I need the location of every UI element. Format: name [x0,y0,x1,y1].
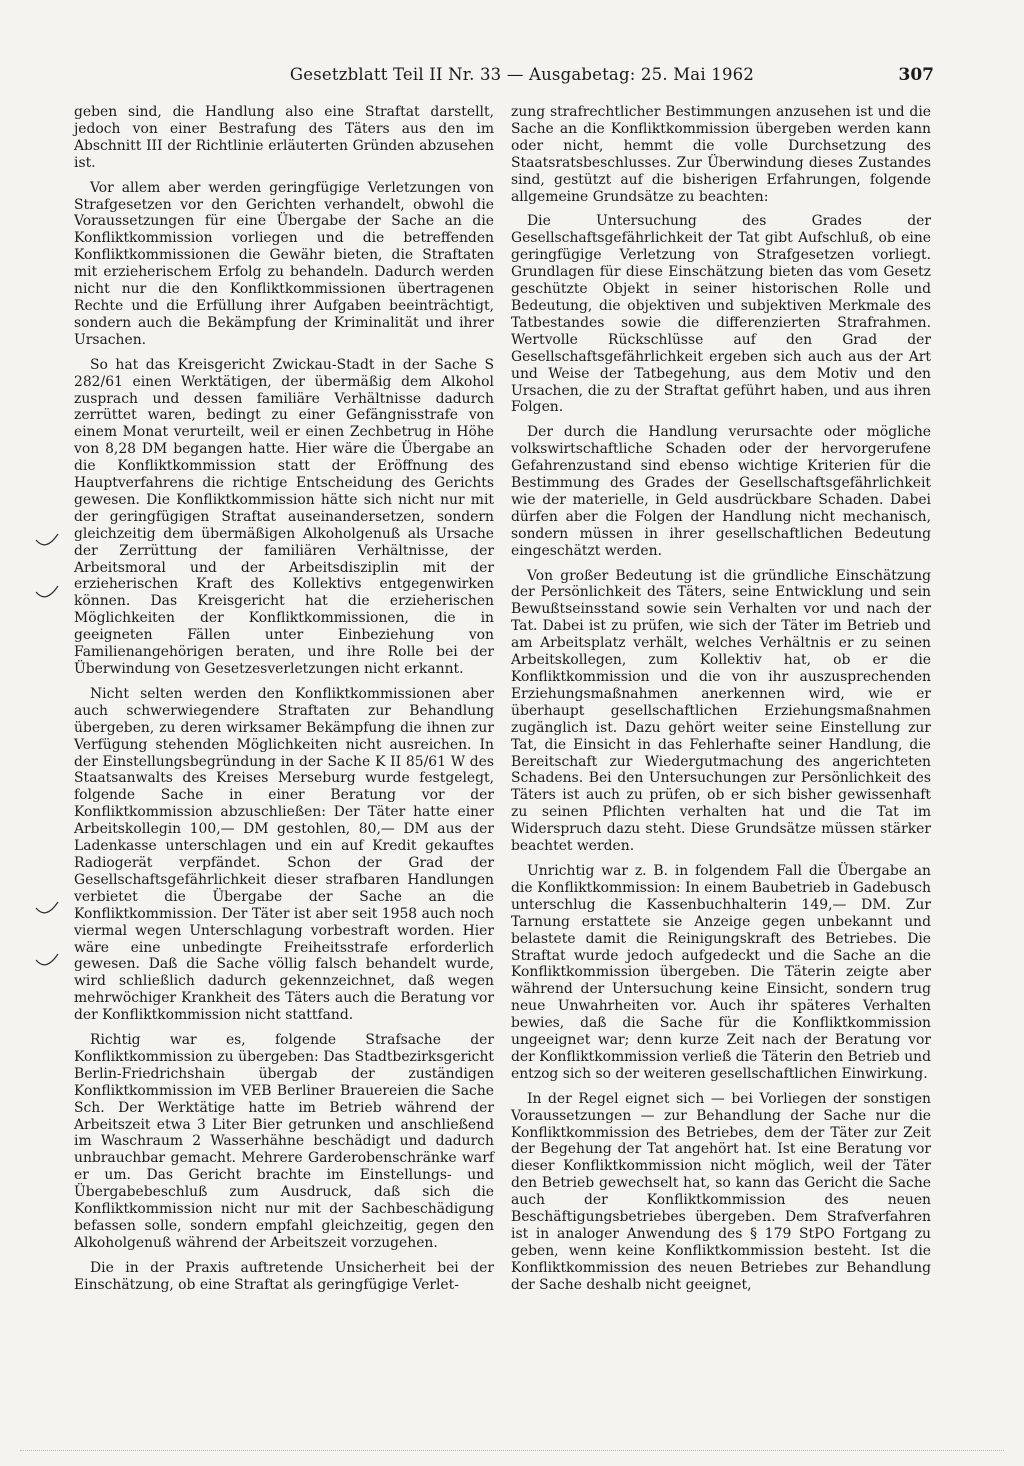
paragraph: Der durch die Handlung verursachte oder mögliche volkswirtschaftliche Schaden oder der hervorgerufene Gefahrenzustand sind ebenso wichtige Kriterien für die Bestimmung des Grades der Gesellschaftsgefährlichkeit wie der materielle, in Geld ausdrückbare Schaden. Dabei dürfen aber die Folgen der Handlung nicht mechanisch, sondern müssen in ihrer gesellschaftlichen Bedeutung eingeschätzt werden. [511,424,931,559]
margin-mark [36,586,58,597]
paragraph: In der Regel eignet sich — bei Vorliegen der sonstigen Voraussetzungen — zur Behandlung der Sache nur die Konfliktkommission des Betriebes, dem der Täter zur Zeit der Begehung der Tat angehört hat. Ist eine Beratung vor dieser Konfliktkommission nicht möglich, weil der Täter den Betrieb gewechselt hat, so kann das Gericht die Sache auch der Konfliktkommission des neuen Beschäftigungsbetriebes übergeben. Dem Strafverfahren ist in analoger Anwendung des § 179 StPO Fortgang zu geben, wenn keine Konfliktkommission besteht. Ist die Konfliktkommission des neuen Betriebes zur Behandlung der Sache deshalb nicht geeignet, [511,1090,931,1293]
running-title: Gesetzblatt Teil II Nr. 33 — Ausgabetag: 25. Mai 1962 [289,65,755,84]
paragraph: So hat das Kreisgericht Zwickau-Stadt in der Sache S 282/61 einen Werktätigen, der übermäßig dem Alkohol zusprach und dessen familiäre Verhältnisse dadurch zerrüttet waren, bedingt zu einer Gefängnisstrafe von einem Monat verurteilt, weil er einen Zechbetrug in Höhe von 8,28 DM begangen hatte. Hier wäre die Übergabe an die Konfliktkommission statt der Eröffnung des Hauptverfahrens die richtige Entscheidung des Gerichts gewesen. Die Konfliktkommission hätte sich nicht nur mit der geringfügigen Straftat auseinandersetzen, sondern gleichzeitig dem übermäßigen Alkoholgenuß als Ursache der Zerrüttung der familiären Verhältnisse, der Arbeitsmoral und der Arbeitsdisziplin mit der erzieherischen Kraft des Kollektivs entgegenwirken können. Das Kreisgericht hat die erzieherischen Möglichkeiten der Konfliktkommissionen, die in geeigneten Fällen unter Einbeziehung von Familienangehörigen beraten, und ihre Rolle bei der Überwindung von Gesetzesverletzungen nicht erkannt. [74,356,494,677]
paragraph: Vor allem aber werden geringfügige Verletzungen von Strafgesetzen vor den Gerichten verhandelt, obwohl die Voraussetzungen für eine Übergabe der Sache an die Konfliktkommission vorliegen und die betreffenden Konfliktkommissionen die Gewähr bieten, die Straftaten mit erzieherischem Erfolg zu behandeln. Dadurch werden nicht nur die den Konfliktkommissionen übertragenen Rechte und die Erfüllung ihrer Aufgaben beeinträchtigt, sondern auch die Bekämpfung der Kriminalität und ihrer Ursachen. [74,179,494,348]
bottom-edge [20,1450,1004,1453]
page-number: 307 [898,65,934,85]
paragraph: Die Untersuchung des Grades der Gesellschaftsgefährlichkeit der Tat gibt Aufschluß, ob eine geringfügige Verletzung von Strafgesetzen vorliegt. Grundlagen für diese Einschätzung bieten das vom Gesetz geschützte Objekt in seiner historischen Rolle und Bedeutung, die objektiven und subjektiven Merkmale des Tatbestandes sowie die differenzierten Strafrahmen. Wertvolle Rückschlüsse auf den Grad der Gesellschaftsgefährlichkeit ergeben sich auch aus der Art und Weise der Tatbegehung, aus dem Motiv und den Ursachen, die zu der Straftat geführt haben, und aus ihren Folgen. [511,213,931,416]
right-column [511,104,931,1302]
paragraph: geben sind, die Handlung also eine Straftat darstellt, jedoch von einer Bestrafung des Täters aus den im Abschnitt III der Richtlinie erläuterten Gründen abzusehen ist. [74,104,494,171]
paragraph: Unrichtig war z. B. in folgendem Fall die Übergabe an die Konfliktkommission: In einem Baubetrieb in Gadebusch unterschlug die Kassenbuchhalterin 149,— DM. Zur Tarnung erstattete sie Anzeige gegen unbekannt und belastete damit die Reinigungskraft des Betriebes. Die Straftat wurde jedoch aufgedeckt und die Sache an die Konfliktkommission übergeben. Die Täterin zeigte aber während der Untersuchung keine Einsicht, sondern trug neue Unwahrheiten vor. Auch ihr späteres Verhalten bewies, daß die Sache für die Konfliktkommission ungeeignet war; denn kurze Zeit nach der Beratung vor der Konfliktkommission verließ die Täterin den Betrieb und entzog sich so der weiteren gesellschaftlichen Einwirkung. [511,862,931,1082]
paragraph: Von großer Bedeutung ist die gründliche Einschätzung der Persönlichkeit des Täters, seine Entwicklung und sein Bewußtseinsstand sowie sein Verhalten vor und nach der Tat. Dabei ist zu prüfen, wie sich der Täter im Betrieb und am Arbeitsplatz verhält, welches Verhältnis er zu seinen Arbeitskollegen, zum Kollektiv hat, ob er die Konfliktkommission und die von ihr auszusprechenden Erziehungsmaßnahmen anerkennen wird, wie er überhaupt gesellschaftlichen Erziehungsmaßnahmen zugänglich ist. Dazu gehört weiter seine Einstellung zur Tat, die Einsicht in das Fehlerhafte seiner Handlung, die Bereitschaft zur Wiedergutmachung des angerichteten Schadens. Bei den Untersuchungen zur Persönlichkeit des Täters ist auch zu prüfen, ob er sich bisher gewissenhaft zu seinen Pflichten verhalten hat und die Tat im Widerspruch dazu steht. Diese Grundsätze müssen stärker beachtet werden. [511,567,931,855]
margin-marks [32,500,62,1000]
paragraph: zung strafrechtlicher Bestimmungen anzusehen ist und die Sache an die Konfliktkommission übergeben werden kann oder nicht, hemmt die volle Durchsetzung des Staatsratsbeschlusses. Zur Überwindung dieses Zustandes sind, gestützt auf die bisherigen Erfahrungen, folgende allgemeine Grundsätze zu beachten: [511,104,931,205]
margin-mark [36,534,58,545]
margin-mark [36,954,58,965]
paragraph: Die in der Praxis auftretende Unsicherheit bei der Einschätzung, ob eine Straftat als geringfügige Verlet- [74,1259,494,1293]
margin-mark [36,902,58,913]
page-header [40,60,1004,90]
paragraph: Richtig war es, folgende Strafsache der Konfliktkommission zu übergeben: Das Stadtbezirksgericht Berlin-Friedrichshain übergab der zuständigen Konfliktkommission im VEB Berliner Brauereien die Sache Sch. Der Werktätige hatte im Betrieb während der Arbeitszeit etwa 3 Liter Bier getrunken und anschließend im Waschraum 2 Wasserhähne beschädigt und dadurch unbrauchbar gemacht. Mehrere Garderobenschränke warf er um. Das Gericht brachte im Einstellungs- und Übergabebeschluß zum Ausdruck, daß sich die Konfliktkommission nicht nur mit der Sachbeschädigung befassen solle, sondern empfahl gleichzeitig, gegen den Alkoholgenuß während der Arbeitszeit vorzugehen. [74,1032,494,1251]
paragraph: Nicht selten werden den Konfliktkommissionen aber auch schwerwiegendere Straftaten zur Behandlung übergeben, zu deren wirksamer Bekämpfung die ihnen zur Verfügung stehenden Möglichkeiten nicht ausreichen. In der Einstellungsbegründung in der Sache K II 85/61 W des Staatsanwalts des Kreises Merseburg wurde festgelegt, folgende Sache in einer Beratung vor der Konfliktkommission abzuschließen: Der Täter hatte einer Arbeitskollegin 100,— DM gestohlen, 80,— DM aus der Ladenkasse unterschlagen und ein auf Kredit gekauftes Radiogerät verpfändet. Schon der Grad der Gesellschaftsgefährlichkeit dieser strafbaren Handlungen verbietet die Übergabe der Sache an die Konfliktkommission. Der Täter ist aber seit 1958 auch noch viermal wegen Unterschlagung vorbestraft worden. Hier wäre eine unbedingte Freiheitsstrafe erforderlich gewesen. Daß die Sache völlig falsch behandelt wurde, wird schließlich dadurch gekennzeichnet, daß wegen mehrwöchiger Krankheit des Täters auch die Beratung vor der Konfliktkommission nicht stattfand. [74,685,494,1024]
left-column [74,104,494,1302]
